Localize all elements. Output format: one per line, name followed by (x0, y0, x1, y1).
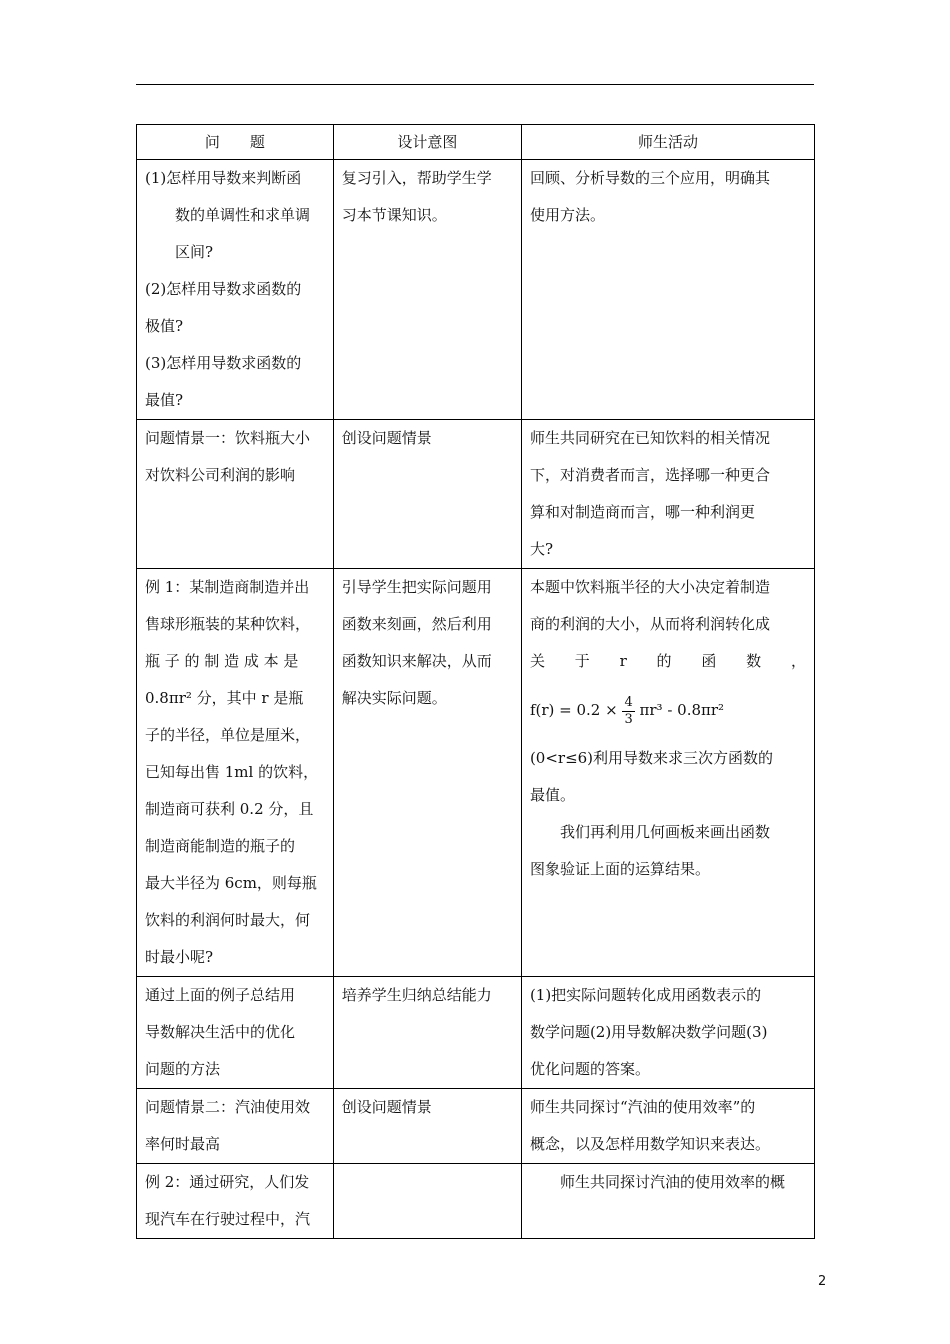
activity-line: (1)把实际问题转化成用函数表示的 (529, 986, 762, 1004)
activity-line: 我们再利用几何画板来画出函数 (559, 823, 770, 841)
activity-line: 概念，以及怎样用数学知识来表达。 (529, 1135, 770, 1153)
activity-line: 算和对制造商而言，哪一种利润更 (529, 503, 755, 521)
question-cell (137, 1164, 334, 1239)
activity-line: 使用方法。 (529, 206, 605, 224)
intent-line: 解决实际问题。 (341, 689, 447, 707)
question-line: (3)怎样用导数求函数的 (145, 354, 302, 372)
fraction-denominator: 3 (624, 711, 633, 727)
question-cell (137, 569, 334, 977)
table-row (137, 977, 815, 1089)
question-line: 瓶 子 的 制 造 成 本 是 (145, 652, 299, 670)
intent-cell (333, 977, 521, 1089)
intent-line: 函数知识来解决，从而 (341, 652, 492, 670)
question-line: 制造商可获利 0.2 分，且 (145, 800, 314, 818)
activity-line: 下，对消费者而言，选择哪一种更合 (529, 466, 770, 484)
question-cell (137, 420, 334, 569)
activity-line: 本题中饮料瓶半径的大小决定着制造 (529, 578, 770, 596)
question-line: 对饮料公司利润的影响 (145, 466, 296, 484)
activity-line: 师生共同研究在已知饮料的相关情况 (529, 429, 770, 447)
table-row (137, 569, 815, 977)
question-line: 已知每出售 1ml 的饮料， (145, 763, 319, 781)
intent-cell (333, 1164, 521, 1239)
activity-line: 数学问题(2)用导数解决数学问题(3) (529, 1023, 768, 1041)
formula-lhs: f(r) = 0.2 × (529, 701, 618, 719)
question-line: 子的半径，单位是厘米， (145, 726, 311, 744)
activity-line: 商的利润的大小，从而将利润转化成 (529, 615, 770, 633)
table-header-row (137, 125, 815, 160)
activity-line: 最值。 (529, 786, 575, 804)
spaced-char: 关 (529, 652, 545, 670)
question-line: 0.8πr² 分，其中 r 是瓶 (145, 689, 304, 707)
question-cell (137, 1089, 334, 1164)
formula-rhs: πr³ - 0.8πr² (639, 701, 725, 719)
question-line: 极值? (145, 317, 184, 335)
intent-cell (333, 1089, 521, 1164)
question-line: (1)怎样用导数来判断函 (145, 169, 302, 187)
spaced-char: 的 (656, 652, 672, 670)
activity-spaced-line (530, 643, 806, 680)
question-line: 售球形瓶装的某种饮料， (145, 615, 311, 633)
activity-line: 师生共同探讨“汽油的使用效率”的 (529, 1098, 756, 1116)
activity-cell (521, 569, 814, 977)
spaced-char: ， (790, 652, 806, 670)
profit-formula (530, 686, 806, 734)
intent-cell (333, 420, 521, 569)
header-question: 问 题 (137, 125, 334, 160)
question-line: 饮料的利润何时最大，何 (145, 911, 311, 929)
question-line: 最大半径为 6cm，则每瓶 (145, 874, 317, 892)
formula-fraction (622, 695, 634, 728)
intent-line: 习本节课知识。 (341, 206, 447, 224)
lesson-plan-table (136, 124, 815, 1239)
question-line: 问题情景一：饮料瓶大小 (145, 429, 311, 447)
activity-line: 大? (529, 540, 553, 558)
activity-line: 回顾、分析导数的三个应用，明确其 (529, 169, 770, 187)
intent-line: 创设问题情景 (341, 1098, 432, 1116)
table-row (137, 1164, 815, 1239)
spaced-char: r (619, 652, 627, 670)
table-row (137, 420, 815, 569)
question-line: 导数解决生活中的优化 (145, 1023, 296, 1041)
header-activity: 师生活动 (521, 125, 814, 160)
spaced-char: 函 (701, 652, 717, 670)
activity-cell (521, 1089, 814, 1164)
intent-line: 引导学生把实际问题用 (341, 578, 492, 596)
activity-cell (521, 1164, 814, 1239)
intent-line: 复习引入，帮助学生学 (341, 169, 492, 187)
question-line: 例 1：某制造商制造并出 (145, 578, 310, 596)
question-line: 数的单调性和求单调 (175, 206, 311, 224)
question-line: 区间? (175, 243, 214, 261)
intent-cell (333, 160, 521, 420)
question-line: 问题情景二：汽油使用效 (145, 1098, 311, 1116)
activity-cell (521, 977, 814, 1089)
header-rule (136, 84, 814, 85)
question-cell (137, 160, 334, 420)
intent-line: 创设问题情景 (341, 429, 432, 447)
header-intent: 设计意图 (333, 125, 521, 160)
question-line: 通过上面的例子总结用 (145, 986, 296, 1004)
question-line: 率何时最高 (145, 1135, 221, 1153)
intent-cell (333, 569, 521, 977)
question-line: 最值? (145, 391, 184, 409)
intent-line: 培养学生归纳总结能力 (341, 986, 492, 1004)
question-line: (2)怎样用导数求函数的 (145, 280, 302, 298)
table-row (137, 160, 815, 420)
spaced-char: 数 (746, 652, 762, 670)
question-cell (137, 977, 334, 1089)
activity-line: 图象验证上面的运算结果。 (529, 860, 710, 878)
question-line: 问题的方法 (145, 1060, 221, 1078)
question-line: 现汽车在行驶过程中，汽 (145, 1210, 311, 1228)
activity-line: 师生共同探讨汽油的使用效率的概 (559, 1173, 785, 1191)
activity-cell (521, 160, 814, 420)
activity-cell (521, 420, 814, 569)
question-line: 制造商能制造的瓶子的 (145, 837, 296, 855)
question-line: 例 2：通过研究，人们发 (145, 1173, 310, 1191)
activity-line: (0<r≤6)利用导数来求三次方函数的 (529, 749, 774, 767)
fraction-numerator: 4 (624, 694, 633, 710)
spaced-char: 于 (574, 652, 590, 670)
page-number: 2 (818, 1274, 827, 1289)
table-row (137, 1089, 815, 1164)
intent-line: 函数来刻画，然后利用 (341, 615, 492, 633)
activity-line: 优化问题的答案。 (529, 1060, 650, 1078)
question-line: 时最小呢? (145, 948, 214, 966)
